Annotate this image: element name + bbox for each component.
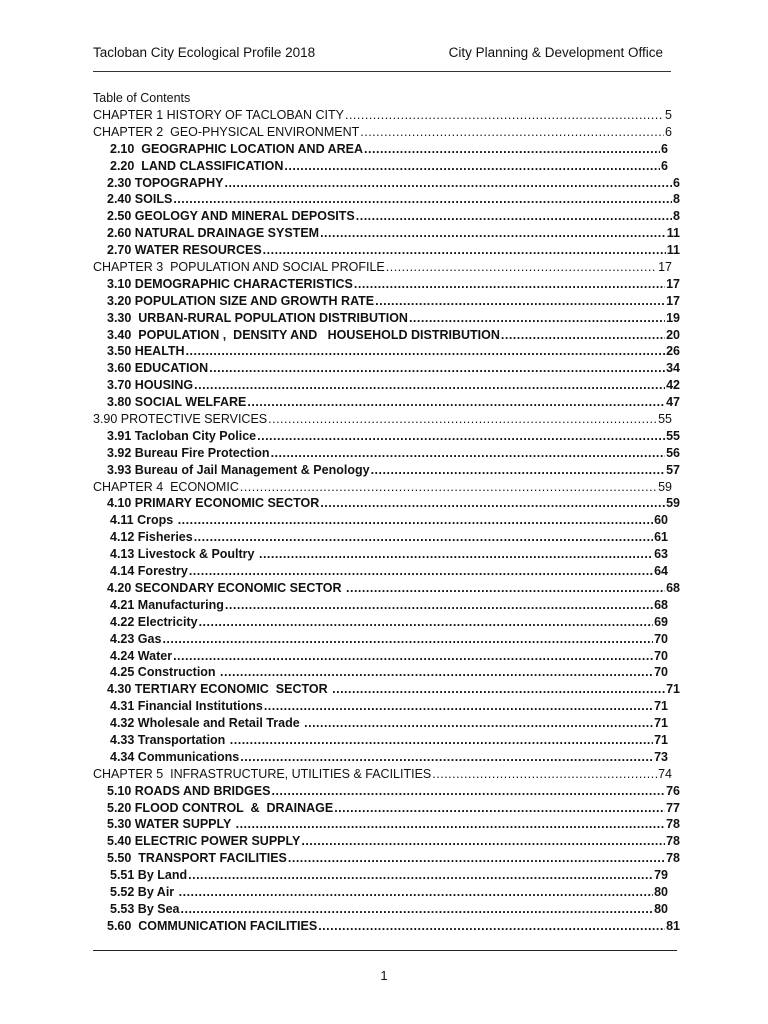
toc-entry[interactable] [93, 614, 680, 631]
toc-entry-label: 4.31 Financial Institutions [110, 699, 263, 714]
toc-entry-page: 20 [666, 327, 680, 342]
toc-entry[interactable] [93, 225, 680, 242]
toc-entry-page: 68 [654, 597, 668, 612]
toc-entry[interactable] [93, 124, 680, 141]
toc-dot-leader [268, 411, 657, 428]
toc-entry[interactable] [93, 681, 680, 698]
toc-entry-page: 26 [666, 344, 680, 359]
toc-entry[interactable] [93, 462, 680, 479]
toc-entry-label: 3.50 HEALTH [107, 344, 185, 359]
toc-entry[interactable] [93, 343, 680, 360]
toc-dot-leader [225, 597, 653, 614]
toc-entry-page: 64 [654, 564, 668, 579]
toc-dot-leader [354, 276, 665, 293]
toc-dot-leader [346, 580, 665, 597]
toc-dot-leader [271, 445, 666, 462]
toc-entry-label: 3.80 SOCIAL WELFARE [107, 395, 247, 410]
toc-entry-page: 56 [666, 445, 680, 460]
toc-entry-label: CHAPTER 5 INFRASTRUCTURE, UTILITIES & FACILITIES [93, 766, 432, 781]
toc-entry-page: 71 [654, 716, 668, 731]
toc-entry-label: CHAPTER 3 POPULATION AND SOCIAL PROFILE [93, 260, 385, 275]
toc-dot-leader [501, 327, 665, 344]
toc-entry[interactable] [93, 884, 680, 901]
toc-entry[interactable] [93, 901, 680, 918]
toc-entry-page: 73 [654, 749, 668, 764]
toc-entry-page: 61 [654, 530, 668, 545]
toc-entry[interactable] [93, 293, 680, 310]
toc-dot-leader [259, 546, 653, 563]
toc-entry-page: 80 [654, 901, 668, 916]
toc-dot-leader [409, 310, 665, 327]
toc-dot-leader [186, 343, 666, 360]
toc-entry-label: 5.20 FLOOD CONTROL & DRAINAGE [107, 800, 334, 815]
toc-entry-page: 17 [666, 293, 680, 308]
toc-entry-label: 3.10 DEMOGRAPHIC CHARACTERISTICS [107, 276, 353, 291]
toc-dot-leader [230, 732, 653, 749]
toc-dot-leader [364, 141, 660, 158]
toc-entry[interactable] [93, 749, 680, 766]
toc-dot-leader [301, 833, 665, 850]
toc-entry-page: 70 [654, 665, 668, 680]
toc-entry[interactable] [93, 850, 680, 867]
toc-entry-label: 4.24 Water [110, 648, 173, 663]
toc-entry[interactable] [93, 360, 680, 377]
toc-entry[interactable] [93, 394, 680, 411]
toc-entry-page: 59 [658, 479, 672, 494]
toc-entry[interactable] [93, 833, 680, 850]
toc-dot-leader [271, 783, 665, 800]
toc-entry-label: 3.60 EDUCATION [107, 361, 209, 376]
toc-dot-leader [386, 259, 657, 276]
toc-entry-page: 17 [666, 276, 680, 291]
toc-entry-label: 3.91 Tacloban City Police [107, 428, 257, 443]
toc-entry[interactable] [93, 546, 680, 563]
toc-entry[interactable] [93, 529, 680, 546]
toc-entry-page: 11 [666, 243, 680, 258]
toc-entry-page: 78 [666, 817, 680, 832]
toc-entry-page: 71 [654, 732, 668, 747]
footer-divider [93, 950, 677, 951]
toc-entry-label: 4.21 Manufacturing [110, 597, 224, 612]
toc-entry-page: 8 [673, 209, 680, 224]
toc-entry[interactable] [93, 141, 680, 158]
toc-entry-page: 79 [654, 868, 668, 883]
toc-entry[interactable] [93, 800, 680, 817]
toc-entry[interactable] [93, 563, 680, 580]
toc-entry[interactable] [93, 512, 680, 529]
toc-entry[interactable] [93, 631, 680, 648]
toc-entry-page: 74 [658, 766, 672, 781]
toc-entry-page: 6 [665, 124, 672, 139]
toc-dot-leader [240, 479, 657, 496]
toc-entry-page: 71 [666, 682, 680, 697]
toc-entry-label: 5.52 By Air [110, 884, 178, 899]
toc-entry-page: 76 [666, 783, 680, 798]
toc-entry[interactable] [93, 766, 680, 783]
toc-entry-label: 3.40 POPULATION , DENSITY AND HOUSEHOLD DISTRIBUTION [107, 327, 500, 342]
toc-entry-label: 4.11 Crops [110, 513, 177, 528]
toc-entry-label: 2.60 NATURAL DRAINAGE SYSTEM [107, 226, 320, 241]
toc-entry[interactable] [93, 208, 680, 225]
toc-entry-label: 4.23 Gas [110, 631, 162, 646]
toc-entry-label: 5.60 COMMUNICATION FACILITIES [107, 918, 318, 933]
toc-dot-leader [356, 208, 672, 225]
toc-entry[interactable] [93, 495, 680, 512]
toc-dot-leader [199, 614, 654, 631]
toc-dot-leader [188, 867, 653, 884]
toc-entry[interactable] [93, 783, 680, 800]
toc-dot-leader [224, 175, 672, 192]
toc-dot-leader [220, 664, 653, 681]
toc-entry[interactable] [93, 445, 680, 462]
toc-entry-label: 5.10 ROADS AND BRIDGES [107, 783, 271, 798]
toc-entry-page: 80 [654, 884, 668, 899]
toc-entry-page: 77 [666, 800, 680, 815]
toc-entry[interactable] [93, 664, 680, 681]
header-divider [93, 71, 671, 72]
toc-entry-label: 4.32 Wholesale and Retail Trade [110, 716, 304, 731]
toc-entry[interactable] [93, 107, 680, 124]
toc-entry-page: 71 [654, 699, 668, 714]
toc-dot-leader [189, 563, 653, 580]
toc-entry-page: 55 [658, 412, 672, 427]
toc-entry-label: 2.30 TOPOGRAPHY [107, 175, 224, 190]
toc-entry-label: 5.50 TRANSPORT FACILITIES [107, 851, 287, 866]
toc-dot-leader [236, 816, 665, 833]
toc-dot-leader [257, 428, 665, 445]
toc-entry[interactable] [93, 158, 680, 175]
toc-entry[interactable] [93, 816, 680, 833]
toc-entry-page: 69 [654, 614, 668, 629]
toc-dot-leader [181, 901, 654, 918]
toc-entry-label: 3.92 Bureau Fire Protection [107, 445, 270, 460]
toc-entry-page: 59 [666, 496, 680, 511]
toc-entry[interactable] [93, 276, 680, 293]
toc-dot-leader [375, 293, 665, 310]
toc-dot-leader [371, 462, 666, 479]
toc-dot-leader [360, 124, 664, 141]
toc-title: Table of Contents [93, 91, 191, 105]
toc-entry-label: 3.90 PROTECTIVE SERVICES [93, 412, 268, 427]
toc-entry-label: 5.51 By Land [110, 868, 188, 883]
toc-entry-page: 6 [661, 158, 668, 173]
toc-entry-page: 6 [673, 175, 680, 190]
toc-entry-label: 5.40 ELECTRIC POWER SUPPLY [107, 834, 301, 849]
toc-entry-label: 4.12 Fisheries [110, 530, 193, 545]
toc-entry[interactable] [93, 411, 680, 428]
toc-dot-leader [179, 884, 653, 901]
toc-dot-leader [334, 800, 665, 817]
toc-entry-page: 19 [666, 310, 680, 325]
toc-entry[interactable] [93, 580, 680, 597]
toc-dot-leader [209, 360, 665, 377]
toc-entry[interactable] [93, 377, 680, 394]
toc-entry-page: 11 [666, 226, 680, 241]
toc-entry-label: CHAPTER 1 HISTORY OF TACLOBAN CITY [93, 108, 344, 122]
toc-dot-leader [240, 749, 653, 766]
toc-entry[interactable] [93, 191, 680, 208]
toc-entry[interactable] [93, 648, 680, 665]
toc-entry[interactable] [93, 175, 680, 192]
toc-dot-leader [247, 394, 665, 411]
toc-entry[interactable] [93, 479, 680, 496]
toc-entry-page: 5 [665, 108, 672, 122]
toc-entry-label: 3.93 Bureau of Jail Management & Penology [107, 462, 370, 477]
toc-dot-leader [263, 242, 666, 259]
header-document-title: Tacloban City Ecological Profile 2018 [93, 44, 316, 60]
toc-entry[interactable] [93, 259, 680, 276]
toc-entry-page: 57 [666, 462, 680, 477]
toc-entry-page: 6 [661, 141, 668, 156]
toc-entry-page: 70 [654, 631, 668, 646]
toc-entry-label: 3.20 POPULATION SIZE AND GROWTH RATE [107, 293, 375, 308]
toc-entry-label: 3.70 HOUSING [107, 378, 194, 393]
toc-entry-label: 2.40 SOILS [107, 192, 173, 207]
table-of-contents [93, 90, 680, 935]
toc-entry-label: 4.34 Communications [110, 749, 240, 764]
toc-dot-leader [318, 918, 665, 935]
toc-entry-label: 4.33 Transportation [110, 732, 229, 747]
toc-dot-leader [332, 681, 665, 698]
toc-entry-page: 81 [666, 918, 680, 933]
toc-entry-page: 78 [666, 851, 680, 866]
toc-entry-label: 3.30 URBAN-RURAL POPULATION DISTRIBUTION [107, 310, 408, 325]
toc-entry-label: 2.50 GEOLOGY AND MINERAL DEPOSITS [107, 209, 355, 224]
toc-entry-page: 55 [666, 428, 680, 443]
toc-dot-leader [178, 512, 653, 529]
toc-dot-leader [194, 529, 653, 546]
toc-entry-page: 78 [666, 834, 680, 849]
toc-entry-page: 8 [673, 192, 680, 207]
toc-entry-label: 5.53 By Sea [110, 901, 180, 916]
toc-entry[interactable] [93, 867, 680, 884]
toc-entry-label: 5.30 WATER SUPPLY [107, 817, 235, 832]
toc-entry-label: 4.30 TERTIARY ECONOMIC SECTOR [107, 682, 332, 697]
toc-dot-leader [284, 158, 660, 175]
page-header [93, 43, 671, 61]
header-office-name: City Planning & Development Office [448, 44, 663, 60]
toc-entry-page: 60 [654, 513, 668, 528]
toc-entry[interactable] [93, 242, 680, 259]
toc-entry-page: 34 [666, 361, 680, 376]
toc-dot-leader [304, 715, 653, 732]
toc-entry-page: 63 [654, 547, 668, 562]
toc-dot-leader [320, 225, 666, 242]
toc-entry-label: 4.20 SECONDARY ECONOMIC SECTOR [107, 580, 346, 595]
toc-entry-label: 4.13 Livestock & Poultry [110, 547, 258, 562]
toc-entry-label: CHAPTER 2 GEO-PHYSICAL ENVIRONMENT [93, 124, 360, 139]
toc-dot-leader [162, 631, 653, 648]
toc-entry-list [93, 107, 680, 935]
toc-entry[interactable] [93, 715, 680, 732]
toc-dot-leader [288, 850, 665, 867]
toc-dot-leader [264, 698, 653, 715]
toc-entry-label: 2.20 LAND CLASSIFICATION [110, 158, 284, 173]
toc-dot-leader [173, 191, 672, 208]
toc-entry-label: CHAPTER 4 ECONOMIC [93, 479, 239, 494]
toc-entry[interactable] [93, 597, 680, 614]
toc-entry-page: 42 [666, 378, 680, 393]
toc-entry-label: 2.70 WATER RESOURCES [107, 243, 262, 258]
toc-dot-leader [194, 377, 665, 394]
toc-entry-page: 47 [666, 395, 680, 410]
toc-entry-label: 4.14 Forestry [110, 564, 188, 579]
toc-entry-label: 4.22 Electricity [110, 614, 198, 629]
toc-dot-leader [432, 766, 657, 783]
toc-dot-leader [345, 107, 664, 124]
toc-entry[interactable] [93, 327, 680, 344]
toc-entry[interactable] [93, 310, 680, 327]
toc-entry[interactable] [93, 918, 680, 935]
toc-entry[interactable] [93, 428, 680, 445]
toc-dot-leader [320, 495, 665, 512]
toc-entry-label: 2.10 GEOGRAPHIC LOCATION AND AREA [110, 141, 364, 156]
toc-entry-page: 17 [658, 260, 672, 275]
toc-entry[interactable] [93, 698, 680, 715]
toc-entry[interactable] [93, 732, 680, 749]
toc-entry-label: 4.25 Construction [110, 665, 220, 680]
toc-entry-page: 70 [654, 648, 668, 663]
page-number: 1 [380, 968, 388, 983]
toc-dot-leader [173, 648, 653, 665]
toc-entry-page: 68 [666, 580, 680, 595]
toc-entry-label: 4.10 PRIMARY ECONOMIC SECTOR [107, 496, 320, 511]
